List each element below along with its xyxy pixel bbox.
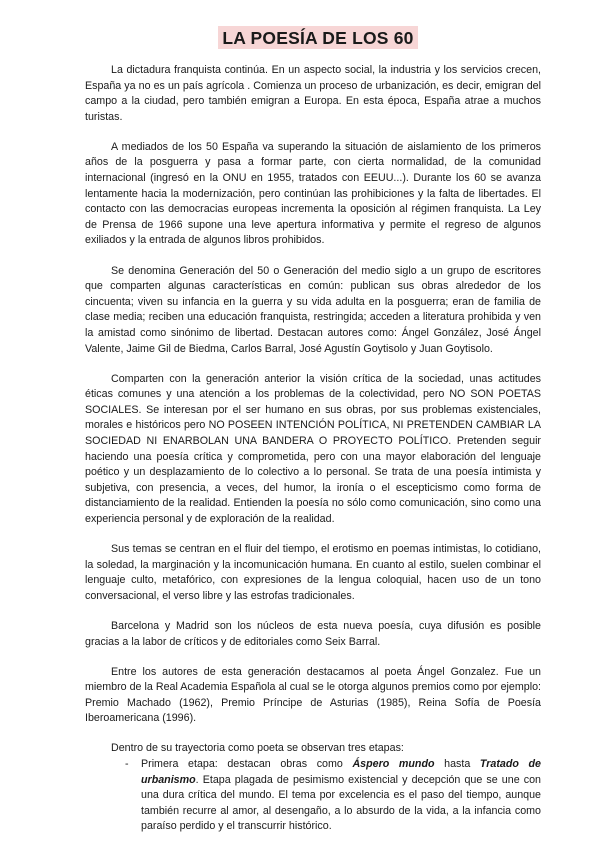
document-page <box>85 26 541 835</box>
etapas-intro: Dentro de su trayectoria como poeta se observan tres etapas: <box>111 742 404 755</box>
etapa-middle-text: hasta <box>434 758 480 771</box>
paragraph-generacion-50: Se denomina Generación del 50 o Generación del medio siglo a un grupo de escritores que comparten algunas características en común: publican sus obras alrededor de los cincuenta; viven su infancia en la guerra y su vida adulta en la posguerra; eran de familia de clase media; reciben una educación franquista, restringida; acceden a literatura prohibida y ven la amistad como sinónimo de libertad. Destacan autores como: Ángel González, José Ángel Valente, Jaime Gil de Biedma, Carlos Barral, José Agustín Goytisolo y Juan Goytisolo. <box>85 264 541 355</box>
paragraph-temas-estilo: Sus temas se centran en el fluir del tiempo, el erotismo en poemas intimistas, lo cotidiano, la soledad, la marginación y la incomunicación humana. En cuanto al estilo, suelen combinar el lenguaje culto, metafórico, con expresiones de la lengua coloquial, hacen uso de un tono conversacional, el verso libre y las estrofas tradicionales. <box>85 543 541 602</box>
work-title-tratado-urbanismo: Tratado de urbanismo <box>141 758 541 786</box>
paragraph-nucleos: Barcelona y Madrid son los núcleos de esta nueva poesía, cuya difusión es posible gracias a la labor de críticos y de editoriales como Seix Barral. <box>85 619 541 648</box>
etapas-list <box>85 757 541 835</box>
paragraph-dictadura: La dictadura franquista continúa. En un aspecto social, la industria y los servicios crecen, España ya no es un país agrícola . Comienza un proceso de urbanización, es decir, emigran del campo a la ciudad, pero también emigran a Europa. En esta época, España atrae a muchos turistas. <box>85 64 541 123</box>
etapa-lead-text: Primera etapa: destacan obras como <box>141 758 353 771</box>
work-title-aspero-mundo: Áspero mundo <box>352 758 435 771</box>
etapa-rest-text: . Etapa plagada de pesimismo existencial y decepción que se une con una dura crítica del mundo. El tema por excelencia es el paso del tiempo, aunque también recurre al amor, al desengaño, a lo absurdo de la vida, a la infancia como paraíso perdido y el transcurrir histórico. <box>141 773 541 833</box>
paragraph-contexto-historico: A mediados de los 50 España va superando la situación de aislamiento de los primeros años de la posguerra y pasa a formar parte, con cierta normalidad, de la comunidad internacional (ingresó en la ONU en 1955, tratados con EEUU...). Durante los 60 se avanza lentamente hacia la modernización, pero continúan las prohibiciones y la falta de libertades. El contacto con las democracias europeas incrementa la oposición al régimen franquista. La Ley de Prensa de 1966 supone una leve apertura informativa y permite el regreso de algunos exiliados y la entrada de algunos libros prohibidos. <box>85 140 541 247</box>
title-wrapper <box>85 26 541 49</box>
page-title: LA POESÍA DE LOS 60 <box>218 26 417 49</box>
list-item-primera-etapa <box>125 757 541 835</box>
paragraph-caracteristicas: Comparten con la generación anterior la visión crítica de la sociedad, unas actitudes éticas comunes y una atención a los problemas de la colectividad, pero NO SON POETAS SOCIALES. Se interesan por el ser humano en sus obras, por sus problemas existenciales, morales e históricos pero NO POSEEN INTENCIÓN POLÍTICA, NI PRETENDEN CAMBIAR LA SOCIEDAD NI ENARBOLAN UNA BANDERA O PROYECTO POLÍTICO. Pretenden seguir haciendo una poesía crítica y comprometida, pero con una mayor elaboración del lenguaje poético y un desplazamiento de lo colectivo a lo personal. Se trata de una poesía intimista y subjetiva, con presencia, a veces, del humor, la ironía o el escepticismo como forma de distanciamiento de la realidad. Entienden la poesía no sólo como comunicación, sino como una experiencia personal y de exploración de la realidad. <box>85 372 541 525</box>
paragraph-angel-gonzalez: Entre los autores de esta generación destacamos al poeta Ángel Gonzalez. Fue un miembro de la Real Academia Española al cual se le otorga algunos premios como por ejemplo: Premio Machado (1962), Premio Príncipe de Asturias (1985), Reina Sofía de Poesía Iberoamericana (1996). <box>85 665 541 725</box>
